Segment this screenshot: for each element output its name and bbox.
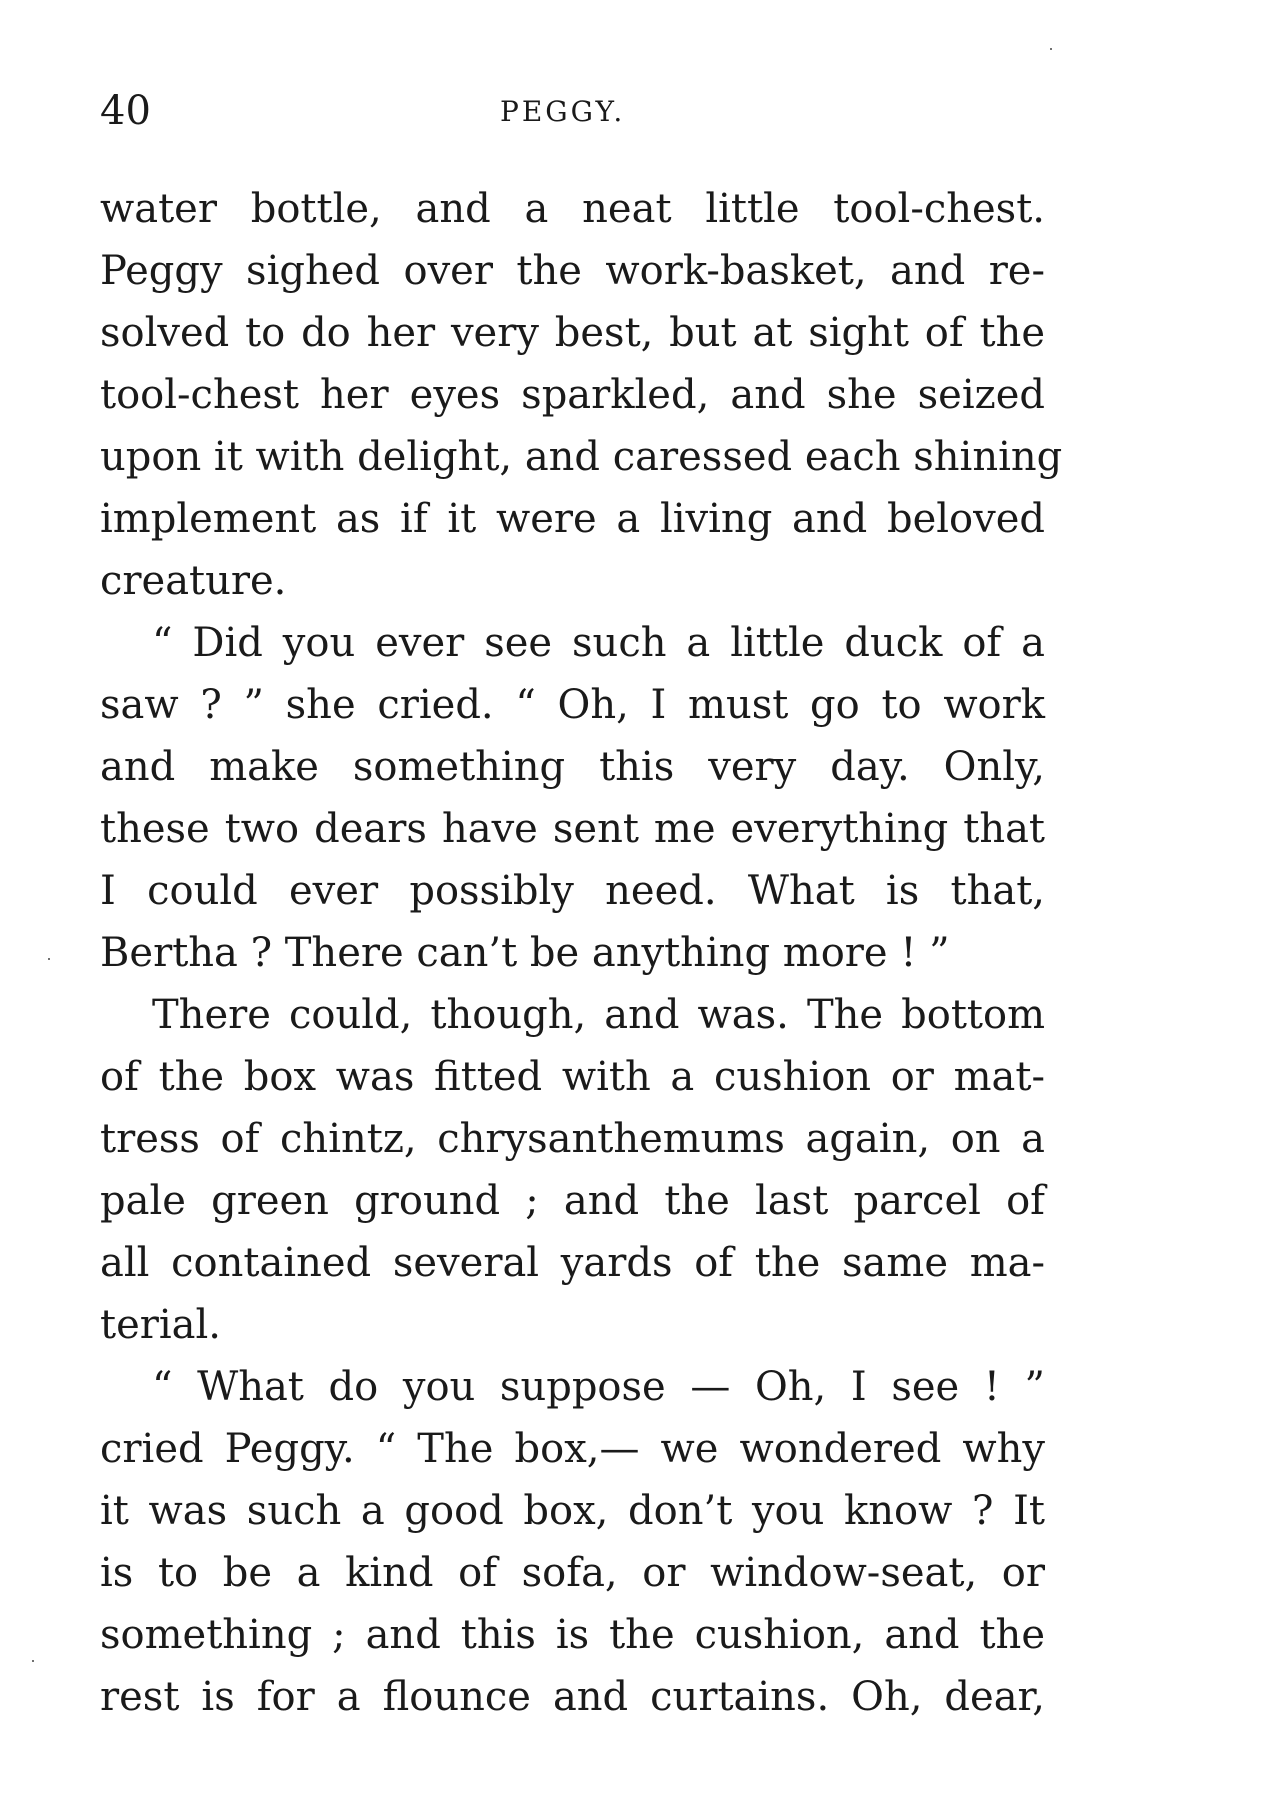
text-line: tool-chest her eyes sparkled, and she seized [100, 372, 1045, 418]
text-line: all contained several yards of the same ma- [100, 1240, 1045, 1286]
text-line: these two dears have sent me everything that [100, 806, 1045, 852]
text-line: “ Did you ever see such a little duck of a [152, 620, 1045, 666]
text-line: “ What do you suppose — Oh, I see ! ” [152, 1364, 1045, 1410]
text-line: pale green ground ; and the last parcel of [100, 1178, 1045, 1224]
scan-speck [32, 1660, 34, 1662]
text-line: solved to do her very best, but at sight of the [100, 310, 1045, 356]
text-line: Peggy sighed over the work-basket, and re- [100, 248, 1045, 294]
text-line: saw ? ” she cried. “ Oh, I must go to work [100, 682, 1045, 728]
text-line: creature. [100, 558, 287, 604]
text-line: and make something this very day. Only, [100, 744, 1045, 790]
text-line: I could ever possibly need. What is that, [100, 868, 1045, 914]
text-line: There could, though, and was. The bottom [152, 992, 1045, 1038]
text-line: is to be a kind of sofa, or window-seat, or [100, 1550, 1045, 1596]
running-head [100, 86, 1040, 136]
text-line: rest is for a flounce and curtains. Oh, dear, [100, 1674, 1045, 1720]
text-line: implement as if it were a living and beloved [100, 496, 1045, 542]
text-line: terial. [100, 1302, 222, 1348]
text-line: Bertha ? There can’t be anything more ! ” [100, 930, 950, 976]
page-number: 40 [100, 88, 151, 134]
text-line: it was such a good box, don’t you know ? It [100, 1488, 1045, 1534]
text-line: tress of chintz, chrysanthemums again, on a [100, 1116, 1045, 1162]
text-line: upon it with delight, and caressed each shining [100, 434, 1063, 480]
text-line: water bottle, and a neat little tool-chest. [100, 186, 1045, 232]
text-line: cried Peggy. “ The box,— we wondered why [100, 1426, 1045, 1472]
body-text [100, 178, 1063, 1728]
text-line: of the box was fitted with a cushion or mat- [100, 1054, 1045, 1100]
scan-speck [48, 958, 50, 960]
scan-speck [1050, 48, 1052, 50]
running-title: PEGGY. [500, 95, 626, 128]
text-line: something ; and this is the cushion, and the [100, 1612, 1045, 1658]
